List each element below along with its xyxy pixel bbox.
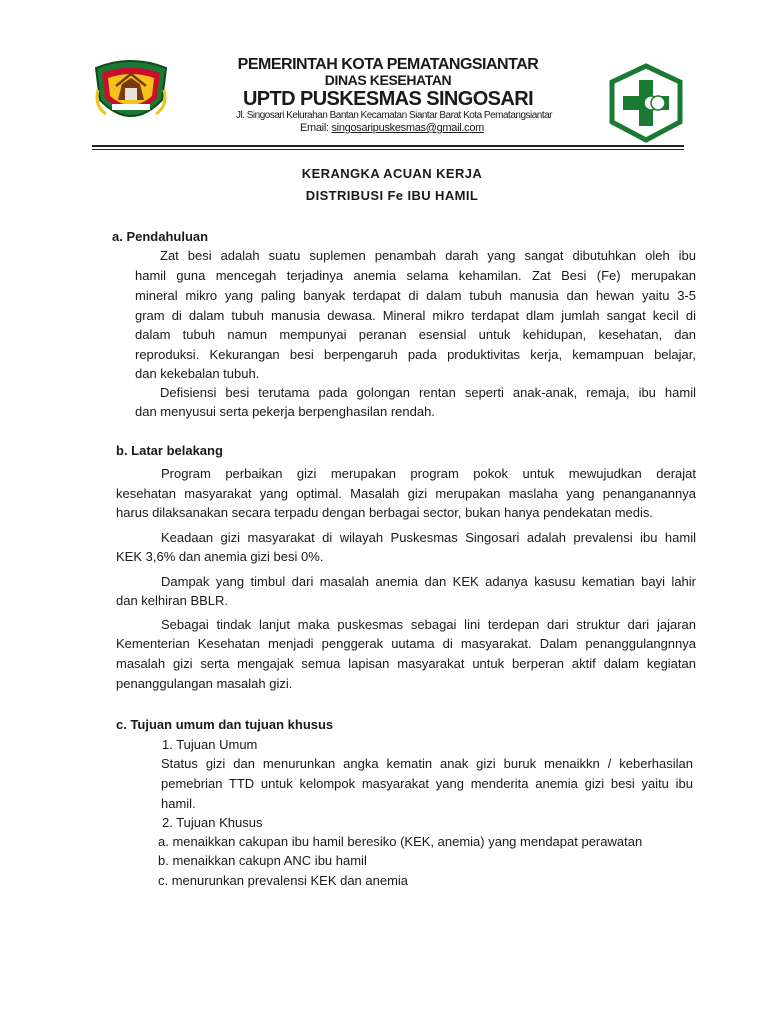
- section-b-line: penanggulangan masalah gizi.: [116, 676, 293, 691]
- section-a-line: Defisiensi besi terutama pada golongan rentan seperti anak-anak, remaja, ibu hamil: [160, 385, 696, 400]
- section-a-line: dan menyusui serta pekerja berpenghasilan rendah.: [135, 404, 435, 419]
- section-b-line: Dampak yang timbul dari masalah anemia dan KEK adanya kasusu kematian bayi lahir: [161, 574, 696, 589]
- section-b-line: masalah gizi serta mengajak semua lapisan masyarakat untuk berperan aktif dalam kegiatan: [116, 656, 696, 671]
- section-c-line: a. menaikkan cakupan ibu hamil beresiko (KEK, anemia) yang mendapat perawatan: [158, 834, 643, 849]
- section-b-heading: b. Latar belakang: [116, 443, 223, 458]
- puskesmas-emblem-logo: [606, 62, 686, 144]
- section-c-line: 1. Tujuan Umum: [162, 737, 258, 752]
- section-a-line: hamil guna mencegah terjadinya anemia selama kehamilan. Zat Besi (Fe) merupakan: [135, 268, 696, 283]
- section-c-line: Status gizi dan menurunkan angka kematin anak gizi buruk menaikkn / keberhasilan: [161, 756, 693, 771]
- section-c-line: c. menurunkan prevalensi KEK dan anemia: [158, 873, 409, 888]
- email-link[interactable]: singosaripuskesmas@gmail.com: [331, 122, 485, 134]
- section-b-line: Kementerian Kesehatan menjadi penggerak uutama di masyarakat. Dalam penanggulangnnya: [116, 636, 696, 651]
- letterhead-government: PEMERINTAH KOTA PEMATANGSIANTAR: [237, 56, 539, 73]
- section-a-line: Zat besi adalah suatu suplemen penambah darah yang sangat dibutuhkan oleh ibu: [160, 248, 696, 263]
- letterhead-rule-thin: [92, 149, 684, 150]
- section-a-line: reproduksi. Kekurangan besi berpengaruh pada produktivitas kerja, kemampuan belajar,: [135, 347, 696, 362]
- section-c-line: hamil.: [161, 796, 196, 811]
- section-a-line: dalam tubuh namun mempunyai peranan esensial untuk kehidupan, kesehatan, dan: [135, 327, 696, 342]
- section-c-line: b. menaikkan cakupn ANC ibu hamil: [158, 853, 367, 868]
- section-b-line: Keadaan gizi masyarakat di wilayah Puskesmas Singosari adalah prevalensi ibu hamil: [161, 530, 696, 545]
- section-b-line: dan kelhiran BBLR.: [116, 593, 229, 608]
- section-a-line: mineral mikro yang paling banyak terdapat di dalam tubuh manusia dan hewan yaitu 3-5: [135, 288, 696, 303]
- letterhead-institution: UPTD PUSKESMAS SINGOSARI: [242, 88, 534, 110]
- section-a-line: dan kekebalan tubuh.: [135, 366, 260, 381]
- document-title: KERANGKA ACUAN KERJA: [301, 166, 483, 181]
- document-subtitle: DISTRIBUSI Fe IBU HAMIL: [305, 188, 479, 203]
- section-a-heading: a. Pendahuluan: [112, 229, 209, 244]
- section-b-line: harus dilaksanakan secara terpadu dengan berbagai sector, bukan hanya pendekatan medis.: [116, 505, 653, 520]
- section-c-line: pemebrian TTD untuk kelompok masyarakat yang menderita anemia gizi besi yaitu ibu: [161, 776, 693, 791]
- section-c-heading: c. Tujuan umum dan tujuan khusus: [116, 717, 334, 732]
- section-a-line: gram di dalam tubuh manusia dewasa. Mineral mikro terdapat dlam jumlah sangat kecil di: [135, 308, 696, 323]
- email-label: Email:: [299, 122, 329, 134]
- section-b-line: KEK 3,6% dan anemia gizi besi 0%.: [116, 549, 324, 564]
- section-c-line: 2. Tujuan Khusus: [162, 815, 263, 830]
- letterhead-address: Jl. Singosari Kelurahan Bantan Kecamatan Siantar Barat Kota Pematangsiantar: [235, 110, 553, 121]
- letterhead-department: DINAS KESEHATAN: [324, 72, 452, 88]
- section-b-line: Sebagai tindak lanjut maka puskesmas sebagai lini terdepan dari struktur dari jajaran: [161, 617, 696, 632]
- letterhead-rule-thick: [92, 145, 684, 147]
- section-b-line: kesehatan masyarakat yang optimal. Masalah gizi merupakan maslaha yang penanganannya: [116, 486, 696, 501]
- section-b-line: Program perbaikan gizi merupakan program pokok untuk mewujudkan derajat: [161, 466, 696, 481]
